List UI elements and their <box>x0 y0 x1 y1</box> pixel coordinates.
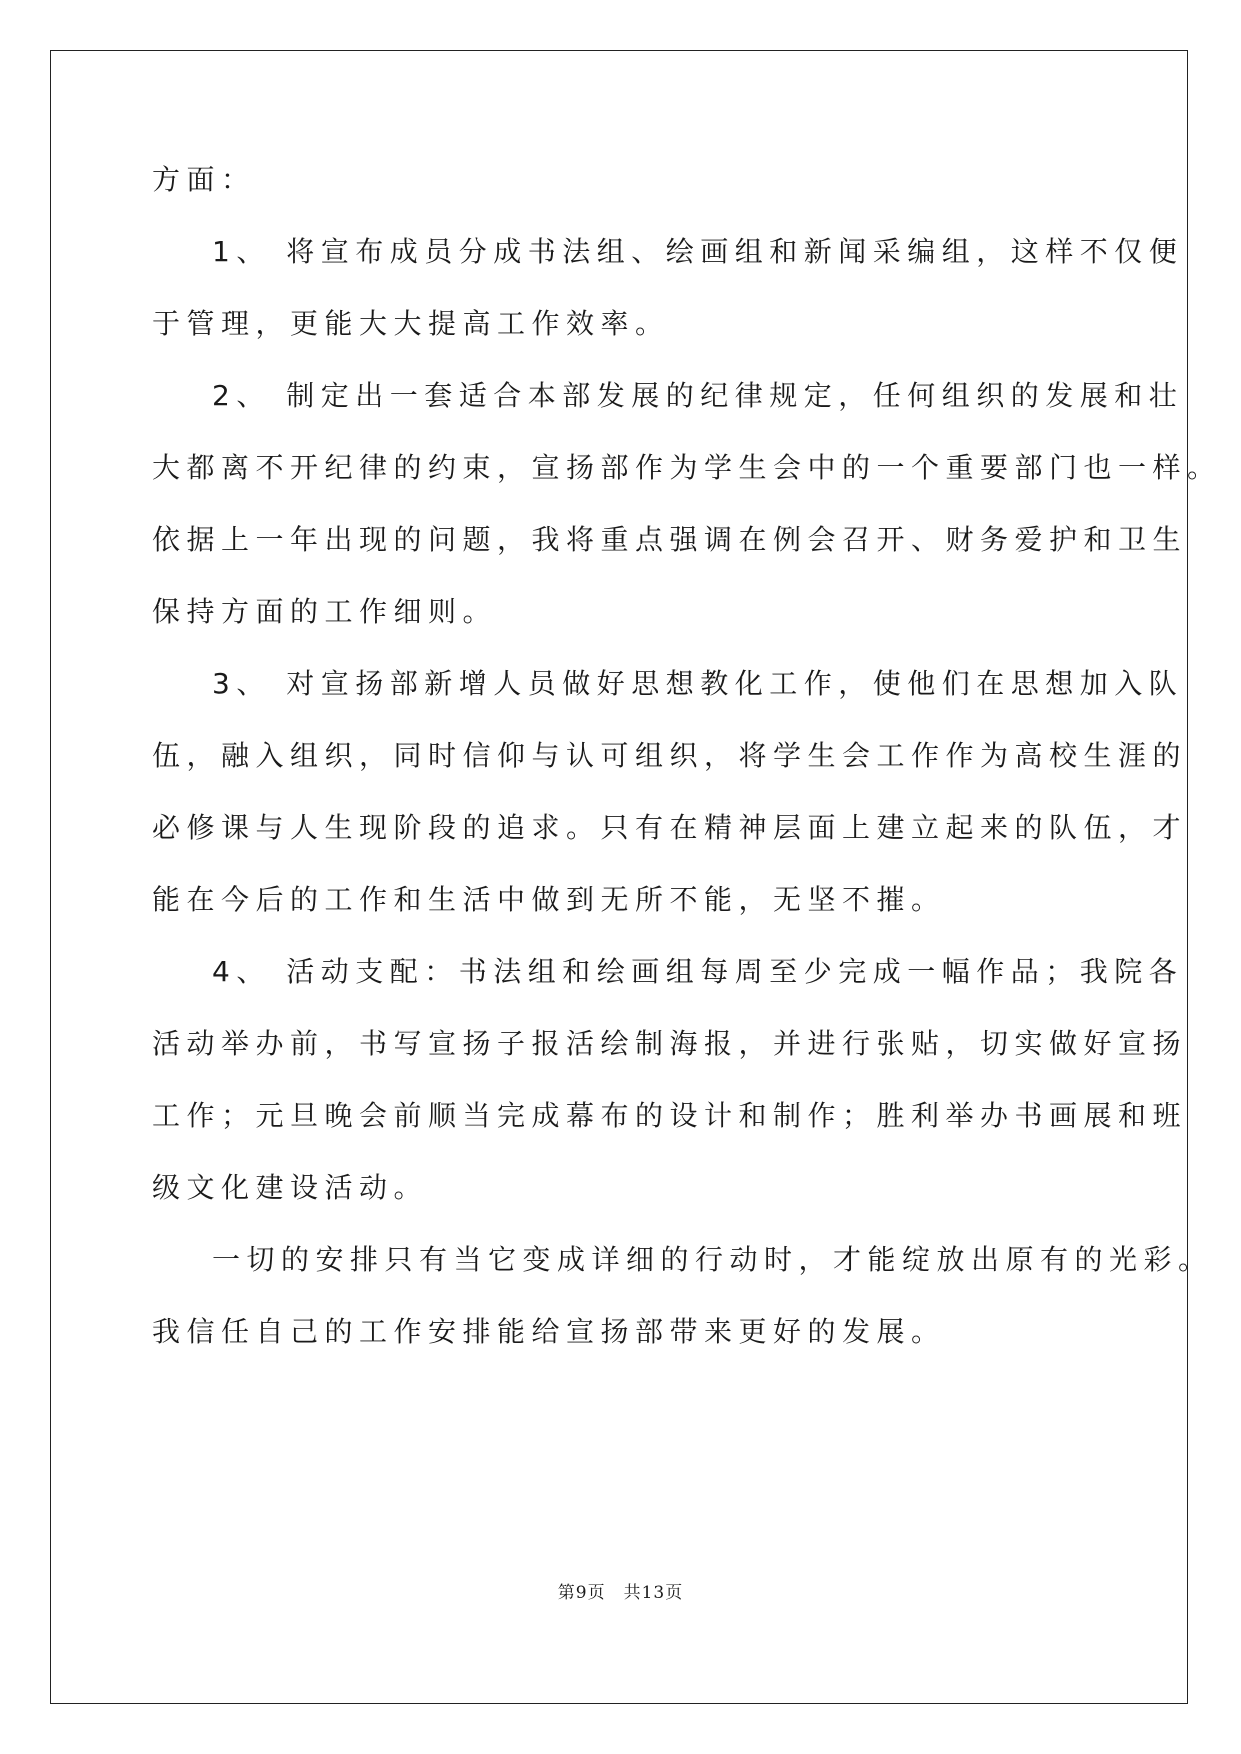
list-item-4-line-2: 活动举办前，书写宣扬子报活绘制海报，并进行张贴，切实做好宣扬 <box>152 1027 1188 1060</box>
list-item-3-line-2: 伍，融入组织，同时信仰与认可组织，将学生会工作作为高校生涯的 <box>152 739 1188 772</box>
closing-paragraph-line-1: 一切的安排只有当它变成详细的行动时，才能绽放出原有的光彩。 <box>212 1243 1213 1276</box>
page-number-footer: 第9页 共13页 <box>557 1583 684 1603</box>
closing-paragraph-line-2: 我信任自己的工作安排能给宣扬部带来更好的发展。 <box>152 1315 946 1348</box>
list-item-3-line-1: 3、 对宣扬部新增人员做好思想教化工作，使他们在思想加入队 <box>212 667 1184 700</box>
page-border <box>50 50 1188 1704</box>
list-item-4-line-1: 4、 活动支配：书法组和绘画组每周至少完成一幅作品；我院各 <box>212 955 1184 988</box>
list-item-4-line-3: 工作；元旦晚会前顺当完成幕布的设计和制作；胜利举办书画展和班 <box>152 1099 1188 1132</box>
list-item-4-line-4: 级文化建设活动。 <box>152 1171 429 1204</box>
list-item-1-line-1: 1、 将宣布成员分成书法组、绘画组和新闻采编组，这样不仅便 <box>212 235 1184 268</box>
list-item-2-line-1: 2、 制定出一套适合本部发展的纪律规定，任何组织的发展和壮 <box>212 379 1184 412</box>
text-line: 方面： <box>152 163 256 196</box>
list-item-2-line-4: 保持方面的工作细则。 <box>152 595 498 628</box>
list-item-1-line-2: 于管理，更能大大提高工作效率。 <box>152 307 670 340</box>
list-item-2-line-2: 大都离不开纪律的约束，宣扬部作为学生会中的一个重要部门也一样。 <box>152 451 1222 484</box>
list-item-3-line-3: 必修课与人生现阶段的追求。只有在精神层面上建立起来的队伍，才 <box>152 811 1188 844</box>
list-item-2-line-3: 依据上一年出现的问题，我将重点强调在例会召开、财务爱护和卫生 <box>152 523 1188 556</box>
list-item-3-line-4: 能在今后的工作和生活中做到无所不能，无坚不摧。 <box>152 883 946 916</box>
